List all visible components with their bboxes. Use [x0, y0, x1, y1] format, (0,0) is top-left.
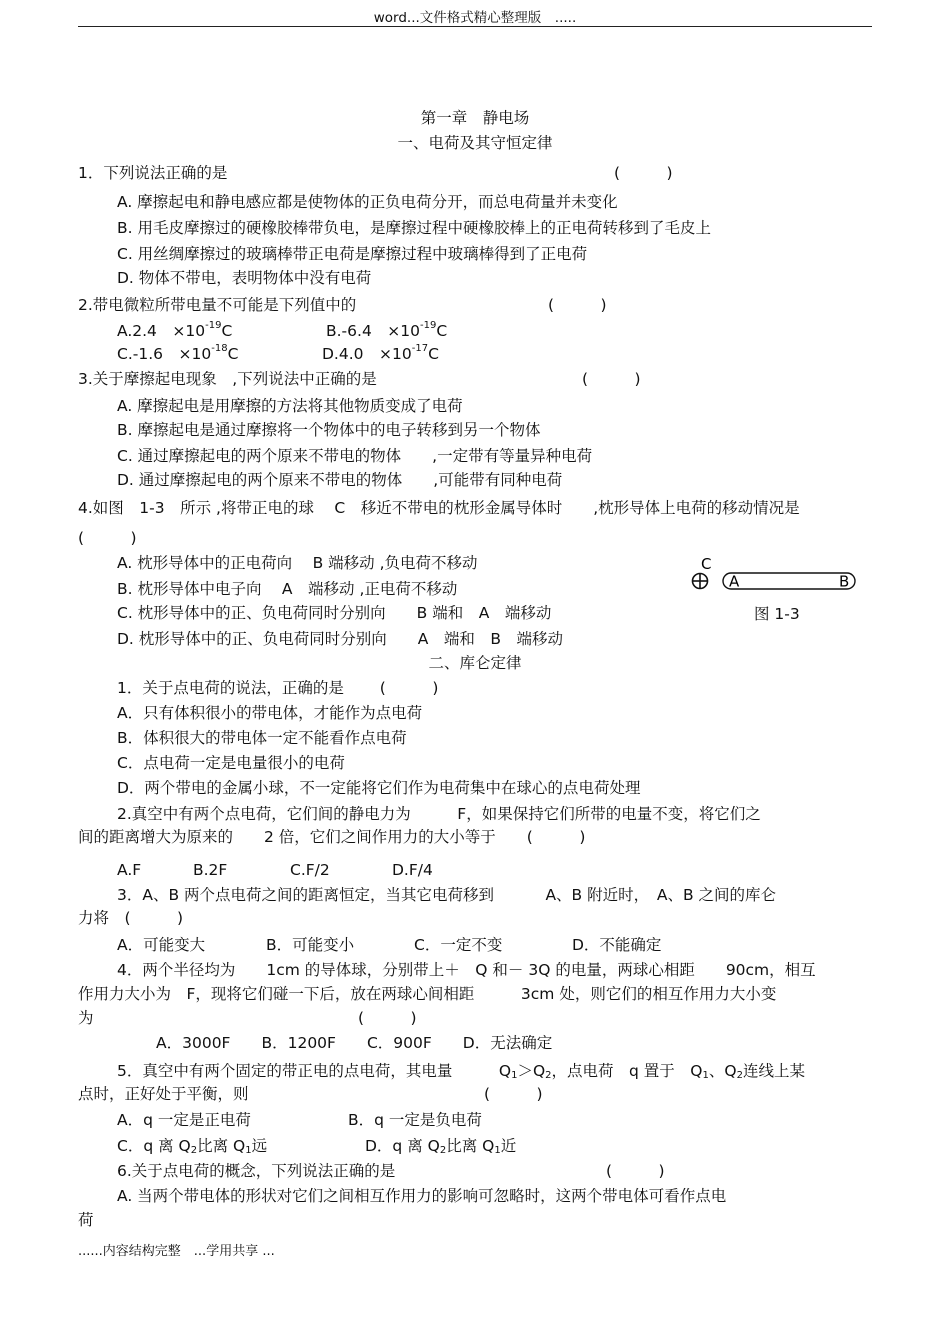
figure-ball-label: C — [701, 555, 712, 573]
s2-q6-option-a-line-2: 荷 — [78, 1211, 94, 1229]
page-header: word...文件格式精心整理版 ..... — [373, 10, 577, 26]
s2-q2-line-1: 2.真空中有两个点电荷，它们间的静电力为 F，如果保持它们所带的电量不变，将它们之 — [117, 805, 761, 823]
s2-q3-line-1: 3．A、B 两个点电荷之间的距离恒定，当其它电荷移到 A、B 附近时， A、B 之间的库仑 — [117, 886, 777, 904]
s1-q2-option-d: D.4.0 $\times 10^{-17}C$ — [322, 343, 439, 363]
s2-q2-option-d: D.F/4 — [392, 861, 433, 879]
pillow-conductor-shape — [723, 573, 855, 589]
s2-q1-option-a: A．只有体积很小的带电体，才能作为点电荷 — [117, 704, 423, 722]
s2-q4-answer-paren: ( ) — [358, 1009, 417, 1027]
chapter-title: 第一章 静电场 — [420, 109, 530, 127]
s2-q5-answer-paren: ( ) — [484, 1085, 543, 1103]
s1-q2-option-b: B.-6.4 $\times 10^{-19}C$ — [326, 320, 448, 340]
s2-q5-line-1: 5．真空中有两个固定的带正电的点电荷，其电量 $Q_1>Q_2$，点电荷 q 置于 $Q_1$、$Q_2$连线上某 — [117, 1062, 805, 1081]
s1-q3-option-d: D. 通过摩擦起电的两个原来不带电的物体 ,可能带有同种电荷 — [117, 471, 563, 489]
s1-q3-option-c: C. 通过摩擦起电的两个原来不带电的物体 ,一定带有等量异种电荷 — [117, 447, 593, 465]
s1-q4-option-b: B. 枕形导体中电子向 A 端移动 ,正电荷不移动 — [117, 580, 458, 598]
s2-q5-option-c: C．q 离 $Q_2$比离 $Q_1$远 — [117, 1137, 268, 1156]
s1-q2-option-a: A.2.4 $\times 10^{-19}C$ — [117, 320, 233, 340]
s2-q2-option-c: C.F/2 — [290, 861, 330, 879]
s1-q4-answer-paren: ( ) — [78, 529, 137, 547]
s2-q4-line-1: 4．两个半径均为 1cm 的导体球，分别带上＋ Q 和－ 3Q 的电量，两球心相距 90cm，相互 — [117, 961, 816, 979]
s2-q3-option-a: A．可能变大 — [117, 936, 206, 954]
figure-caption: 图 1-3 — [754, 605, 800, 623]
s1-q4-stem: 4.如图 1-3 所示 ,将带正电的球 C 移近不带电的枕形金属导体时 ,枕形导体上电荷的移动情况是 — [78, 499, 800, 517]
s1-q1-stem: 1．下列说法正确的是 — [78, 164, 228, 182]
s1-q4-option-d: D. 枕形导体中的正、负电荷同时分别向 A 端和 B 端移动 — [117, 630, 564, 648]
conductor-end-a-label: A — [729, 572, 740, 591]
s1-q3-option-b: B. 摩擦起电是通过摩擦将一个物体中的电子转移到另一个物体 — [117, 421, 541, 439]
s2-q1-stem: 1．关于点电荷的说法，正确的是 ( ) — [117, 679, 439, 697]
s1-q1-option-c: C. 用丝绸摩擦过的玻璃棒带正电荷是摩擦过程中玻璃棒得到了正电荷 — [117, 245, 588, 263]
s2-q3-line-2: 力将 ( ) — [78, 909, 184, 927]
s2-q2-option-b: B.2F — [193, 861, 228, 879]
s2-q1-option-d: D．两个带电的金属小球，不一定能将它们作为电荷集中在球心的点电荷处理 — [117, 779, 641, 797]
s2-q4-line-2: 作用力大小为 F，现将它们碰一下后，放在两球心间相距 3cm 处，则它们的相互作用力大小变 — [78, 985, 777, 1003]
s2-q5-option-d: D．q 离 $Q_2$比离 $Q_1$近 — [365, 1137, 517, 1156]
s2-q2-option-a: A.F — [117, 861, 142, 879]
s2-q2-line-2: 间的距离增大为原来的 2 倍，它们之间作用力的大小等于 ( ) — [78, 828, 586, 846]
s2-q1-option-c: C．点电荷一定是电量很小的电荷 — [117, 754, 345, 772]
s2-q1-option-b: B．体积很大的带电体一定不能看作点电荷 — [117, 729, 407, 747]
s2-q6-option-a-line-1: A. 当两个带电体的形状对它们之间相互作用力的影响可忽略时，这两个带电体可看作点电 — [117, 1187, 727, 1205]
s2-q5-line-2: 点时，正好处于平衡，则 — [78, 1085, 249, 1103]
section-title-1: 一、电荷及其守恒定律 — [397, 134, 553, 152]
s1-q1-option-b: B. 用毛皮摩擦过的硬橡胶棒带负电，是摩擦过程中硬橡胶棒上的正电荷转移到了毛皮上 — [117, 219, 711, 237]
s1-q4-option-c: C. 枕形导体中的正、负电荷同时分别向 B 端和 A 端移动 — [117, 604, 552, 622]
conductor-end-b-label: B — [839, 572, 850, 591]
section-title-2: 二、库仑定律 — [428, 654, 522, 672]
s2-q5-option-b: B．q 一定是负电荷 — [348, 1111, 482, 1129]
s2-q3-option-d: D．不能确定 — [572, 936, 662, 954]
s2-q6-stem: 6.关于点电荷的概念，下列说法正确的是 — [117, 1162, 396, 1180]
s1-q2-stem: 2.带电微粒所带电量不可能是下列值中的 — [78, 296, 357, 314]
s2-q3-option-b: B．可能变小 — [266, 936, 355, 954]
s2-q6-answer-paren: ( ) — [606, 1162, 665, 1180]
positive-charged-ball-icon — [693, 574, 708, 589]
s2-q5-option-a: A．q 一定是正电荷 — [117, 1111, 251, 1129]
s2-q3-option-c: C．一定不变 — [414, 936, 503, 954]
s2-q4-line-3: 为 — [78, 1009, 94, 1027]
s1-q3-stem: 3.关于摩擦起电现象 ,下列说法中正确的是 — [78, 370, 377, 388]
s1-q3-answer-paren: ( ) — [582, 370, 641, 388]
s2-q4-options: A．3000F B．1200F C．900F D．无法确定 — [156, 1034, 553, 1052]
s1-q4-option-a: A. 枕形导体中的正电荷向 B 端移动 ,负电荷不移动 — [117, 554, 478, 572]
s1-q1-option-a: A. 摩擦起电和静电感应都是使物体的正负电荷分开，而总电荷量并未变化 — [117, 193, 618, 211]
s1-q1-option-d: D. 物体不带电，表明物体中没有电荷 — [117, 269, 372, 287]
page-footer: ......内容结构完整 ...学用共享 ... — [78, 1244, 275, 1259]
s1-q1-answer-paren: ( ) — [614, 164, 673, 182]
header-rule — [78, 26, 872, 27]
s1-q2-answer-paren: ( ) — [548, 296, 607, 314]
s1-q2-option-c: C.-1.6 $\times 10^{-18}C$ — [117, 343, 239, 363]
s1-q3-option-a: A. 摩擦起电是用摩擦的方法将其他物质变成了电荷 — [117, 397, 463, 415]
